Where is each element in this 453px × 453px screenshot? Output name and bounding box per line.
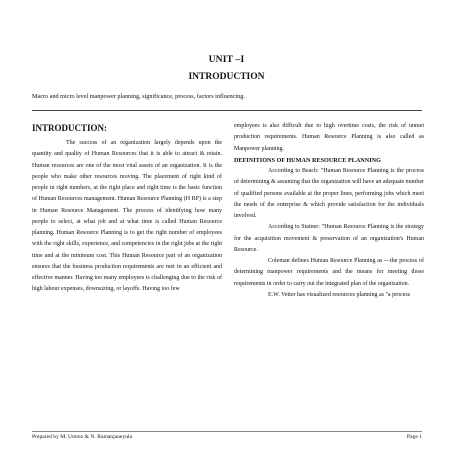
chapter-subtitle: Macro and micro level manpower planning, significance, process, factors influencing. [32, 93, 245, 100]
chapter-title: INTRODUCTION [188, 72, 265, 82]
definitions-heading: DEFINITIONS OF HUMAN RESOURCE PLANNING [234, 156, 381, 164]
left-column [32, 121, 222, 296]
definition-beach: According to Beach: "Human Resource Planning is the process of determining & assuming that the organization will have an adequate number of qualified persons available at the proper lines, performing jobs which meet the needs of the enterprise & which provide satisfaction for the individuals involved. [234, 168, 425, 219]
page-number: Page 1 [406, 434, 422, 440]
section-heading: INTRODUCTION: [32, 123, 108, 133]
definition-stainer: According to Stainer: "Human Resource Planning is the strategy for the acquisition movement & preservation of an organization's Human Resource. [234, 224, 424, 253]
intro-paragraph: The success of an organization largely depends upon the quantity and quality of Human Resources that it is able to attract & retain. Human resources are one of the most vital assets of an organization. It is the people who make other resources moving. The placement of right kind of people in right numbers, at the right place and right time is the basic function of Human Resources management. Human Resource Planning (H RP) is a step in Human Resource Management. The process of identifying how many people to select, at what job and at what time is called Human Resource planning. Human Resource Planning is to get the right number of employees with the right skills, experience, and competencies in the right jobs at the right time and at the minimum cost. This Human Resource part of an organization ensures that the business production requirements are met in an efficient and effective manner. Having too many employees is challenging due to the risk of high labour expenses, downsizing, or layoffs. Having too few [32, 140, 222, 293]
right-column [234, 121, 424, 301]
header-divider [32, 110, 422, 111]
definition-coleman: Coleman defines Human Resource Planning as ―the process of determining manpower requirements and the means for meeting those requirements in order to carry out the integrated plan of the organization. [234, 258, 424, 287]
continuation-paragraph: employees is also difficult due to high overtime costs, the risk of unmet production requirements. Human Resource Planning is also called as Manpower planning. [234, 123, 424, 152]
footer-divider [32, 431, 422, 432]
unit-label: UNIT –I [208, 55, 245, 65]
footer-author: Prepared by M. Umrez & N. Ramanjaneyulu [32, 434, 133, 440]
definition-vetter: E.W. Vetter has visualized resources planning as "a process [268, 291, 411, 298]
